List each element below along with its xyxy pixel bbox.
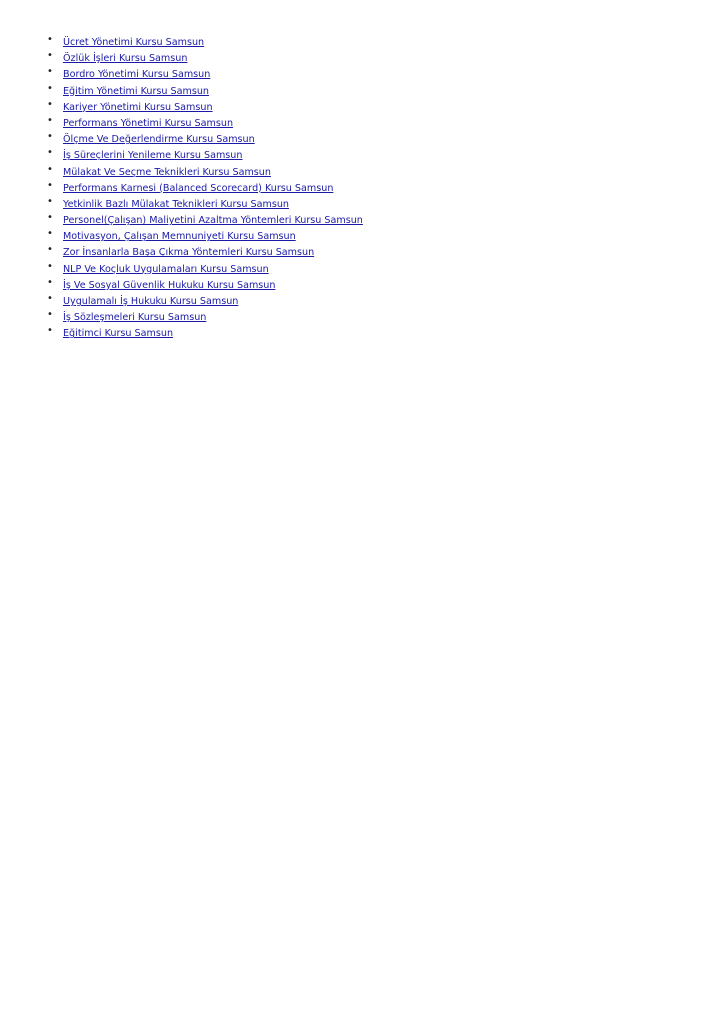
bullet-icon: •: [47, 114, 53, 126]
course-link[interactable]: Motivasyon, Çalışan Memnuniyeti Kursu Samsun: [63, 231, 296, 243]
course-link[interactable]: Kariyer Yönetimi Kursu Samsun: [63, 101, 213, 113]
course-link[interactable]: Eğitim Yönetimi Kursu Samsun: [63, 85, 210, 97]
course-link[interactable]: Ücret Yönetimi Kursu Samsun: [63, 37, 205, 48]
bullet-icon: •: [47, 82, 53, 94]
list-item: [47, 259, 363, 275]
bullet-icon: •: [47, 195, 53, 207]
bullet-icon: •: [47, 309, 53, 321]
course-link[interactable]: Eğitimci Kursu Samsun: [63, 328, 174, 340]
course-link[interactable]: Personel(Çalışan) Maliyetini Azaltma Yöntemleri Kursu Samsun: [63, 215, 363, 227]
bullet-icon: •: [47, 98, 53, 110]
list-item: [47, 64, 363, 80]
bullet-icon: •: [47, 276, 53, 288]
course-link-list: [47, 32, 363, 340]
course-link[interactable]: Yetkinlik Bazlı Mülakat Teknikleri Kursu Samsun: [63, 198, 289, 210]
bullet-icon: •: [47, 147, 53, 159]
list-item: [47, 275, 363, 291]
bullet-icon: •: [47, 131, 53, 143]
list-item: [47, 194, 363, 210]
course-link[interactable]: Ölçme Ve Değerlendirme Kursu Samsun: [63, 134, 255, 146]
bullet-icon: •: [47, 325, 53, 337]
list-item: [47, 210, 363, 226]
course-link[interactable]: Uygulamalı İş Hukuku Kursu Samsun: [63, 296, 239, 307]
course-link[interactable]: NLP Ve Koçluk Uygulamaları Kursu Samsun: [63, 263, 269, 275]
course-link[interactable]: Zor İnsanlarla Başa Çıkma Yöntemleri Kursu Samsun: [63, 247, 315, 259]
list-item: [47, 178, 363, 194]
bullet-icon: •: [47, 244, 53, 256]
bullet-icon: •: [47, 34, 53, 45]
list-item: [47, 162, 363, 178]
bullet-icon: •: [47, 260, 53, 272]
list-item: [47, 242, 363, 258]
list-item: [47, 113, 363, 129]
bullet-icon: •: [47, 50, 53, 62]
list-item: [47, 291, 363, 307]
course-link[interactable]: İş Sözleşmeleri Kursu Samsun: [63, 312, 207, 324]
bullet-icon: •: [47, 293, 53, 304]
list-item: [47, 32, 363, 48]
list-item: [47, 129, 363, 145]
list-item: [47, 307, 363, 323]
bullet-icon: •: [47, 212, 53, 224]
list-item: [47, 226, 363, 242]
list-item: [47, 81, 363, 97]
list-item: [47, 323, 363, 339]
course-link[interactable]: Performans Karnesi (Balanced Scorecard) Kursu Samsun: [63, 182, 334, 194]
course-link[interactable]: Bordro Yönetimi Kursu Samsun: [63, 69, 211, 81]
bullet-icon: •: [47, 179, 53, 191]
bullet-icon: •: [47, 163, 53, 175]
bullet-icon: •: [47, 66, 53, 78]
list-item: [47, 48, 363, 64]
course-link[interactable]: İş Ve Sosyal Güvenlik Hukuku Kursu Samsun: [63, 279, 276, 291]
bullet-icon: •: [47, 228, 53, 240]
course-link[interactable]: İş Süreçlerini Yenileme Kursu Samsun: [63, 150, 243, 162]
list-item: [47, 97, 363, 113]
course-link[interactable]: Özlük İşleri Kursu Samsun: [63, 53, 188, 65]
course-link[interactable]: Performans Yönetimi Kursu Samsun: [63, 117, 234, 129]
course-link[interactable]: Mülakat Ve Seçme Teknikleri Kursu Samsun: [63, 166, 271, 178]
list-item: [47, 145, 363, 161]
